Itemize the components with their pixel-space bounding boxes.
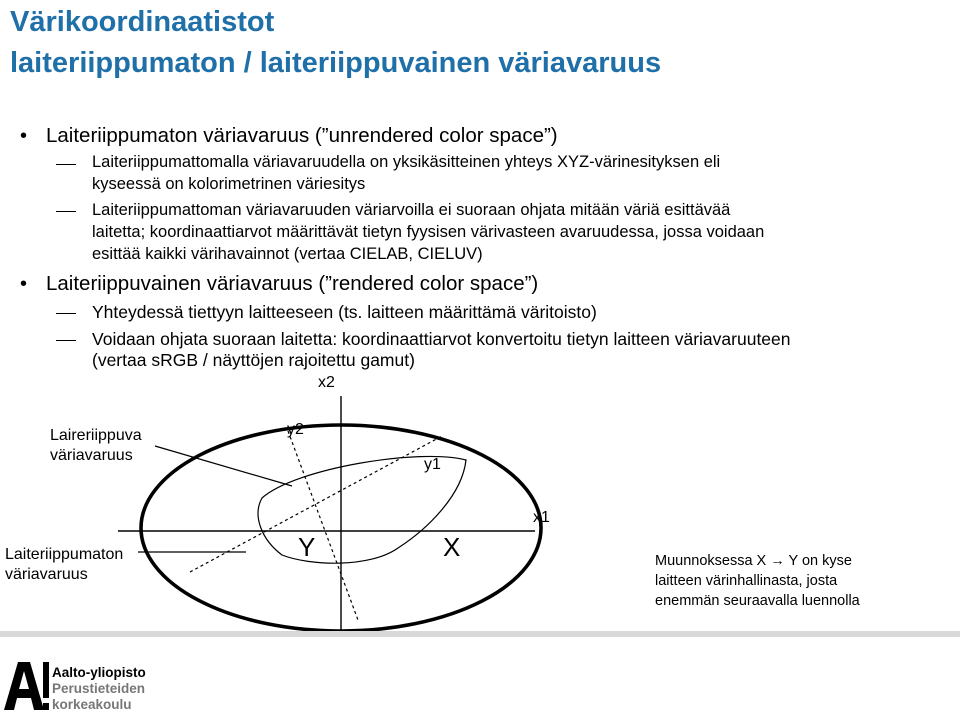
bullet-dot: • — [20, 125, 28, 147]
sub-1-1-line2: kyseessä on kolorimetrinen väriesitys — [92, 175, 366, 193]
aalto-logo-text — [52, 665, 146, 713]
sub-1-1-line1: Laiteriippumattomalla väriavaruudella on yksikäsitteinen yhteys XYZ-värinesityksen eli — [92, 153, 721, 171]
axis-y1-label: y1 — [424, 456, 441, 473]
sub-1-2-line2: laitetta; koordinaattiarvot määrittävät tietyn fyysisen värivasteen avaruudessa, jossa voidaan — [92, 223, 765, 241]
note-line3: enemmän seuraavalla luennolla — [655, 593, 860, 609]
big-y-label: Y — [298, 532, 316, 562]
slide-title-line1: Värikoordinaatistot — [10, 6, 275, 38]
aalto-logo-icon — [2, 660, 50, 712]
sub-2-1-line1: Yhteydessä tiettyyn laitteeseen (ts. laitteen määrittämä väritoisto) — [92, 302, 597, 322]
axis-y2-label: y2 — [287, 421, 304, 438]
footer-rule — [0, 631, 960, 637]
bullet-2-text: Laiteriippuvainen väriavaruus (”rendered color space”) — [46, 272, 539, 295]
note-line2: laitteen värinhallinasta, josta — [655, 573, 838, 589]
bullet-dot: • — [20, 273, 28, 295]
note-line1-pre: Muunnoksessa X — [655, 553, 767, 569]
sub-1-2-line1: Laiteriippumattoman väriavaruuden väriarvoilla ei suoraan ohjata mitään väriä esittävää — [92, 201, 731, 219]
sub-1-2-line3: esittää kaikki värihavainnot (vertaa CIELAB, CIELUV) — [92, 245, 483, 263]
label-independent — [5, 545, 123, 585]
axis-x1-label: x1 — [533, 509, 550, 526]
pointer-dependent — [155, 446, 292, 486]
label-independent-line1: Laiteriippumaton — [5, 546, 124, 563]
big-x-label: X — [443, 532, 461, 562]
bullet-1-text: Laiteriippumaton väriavaruus (”unrendered color space”) — [46, 124, 558, 147]
note-line1-post: Y on kyse — [788, 553, 852, 569]
axis-x2-label: x2 — [318, 374, 335, 391]
logo-line2: Perustieteiden — [52, 681, 146, 696]
slide-title-line2: laiteriippumaton / laiteriippuvainen väriavaruus — [10, 47, 662, 79]
label-independent-line2: väriavaruus — [5, 566, 88, 583]
label-dependent-line1: Laireriippuva — [50, 427, 142, 444]
sub-2-2-line2: (vertaa sRGB / näyttöjen rajoitettu gamut) — [92, 350, 415, 370]
label-dependent-line2: väriavaruus — [50, 447, 133, 464]
logo-line3: korkeakoulu — [52, 697, 132, 712]
axis-y2-line — [288, 431, 358, 620]
arrow-icon: → — [770, 553, 785, 569]
transform-note — [655, 551, 860, 611]
sub-2-2-line1: Voidaan ohjata suoraan laitetta: koordinaattiarvot konvertoitu tietyn laitteen väriavaruuteen — [92, 329, 791, 349]
label-dependent — [50, 426, 142, 466]
logo-line1: Aalto-yliopisto — [52, 665, 146, 680]
